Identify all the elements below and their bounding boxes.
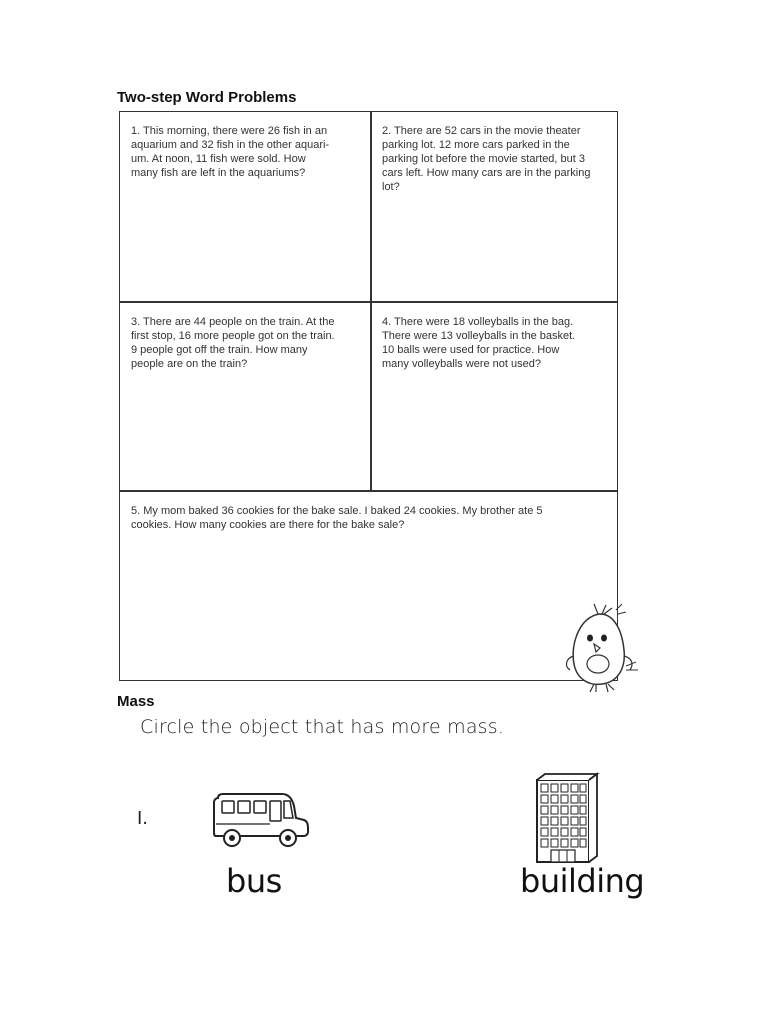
item-number: I. [137,808,149,829]
problem-1: 1. This morning, there were 26 fish in an aquarium and 32 fish in the other aquari- um. At noon, 11 fish were sold. How many fish are left in the aquariums? [131,125,330,179]
instruction-text: Circle the object that has more mass. [140,716,505,738]
grid-divider-horizontal [120,301,617,303]
problem-2: 2. There are 52 cars in the movie theater parking lot. 12 more cars parked in the parking lot before the movie started, but 3 cars left. How many cars are in the parking lot? [382,125,591,193]
problems-grid [119,111,618,681]
building-icon [535,772,601,864]
bird-illustration [560,600,640,696]
problem-3: 3. There are 44 people on the train. At the first stop, 16 more people got on the train. 9 people got off the train. How many people are on the train? [131,316,335,370]
two-step-title: Two-step Word Problems [117,89,297,106]
mass-title: Mass [117,693,155,710]
problem-5: 5. My mom baked 36 cookies for the bake sale. I baked 24 cookies. My brother ate 5 cookies. How many cookies are there for the bake sale? [131,505,543,531]
bus-label: bus [226,862,282,900]
grid-divider-horizontal [120,490,617,492]
bus-icon [212,792,310,850]
problem-4: 4. There were 18 volleyballs in the bag. There were 13 volleyballs in the basket. 10 balls were used for practice. How many volleyballs were not used? [382,316,576,370]
building-label: building [520,862,645,900]
